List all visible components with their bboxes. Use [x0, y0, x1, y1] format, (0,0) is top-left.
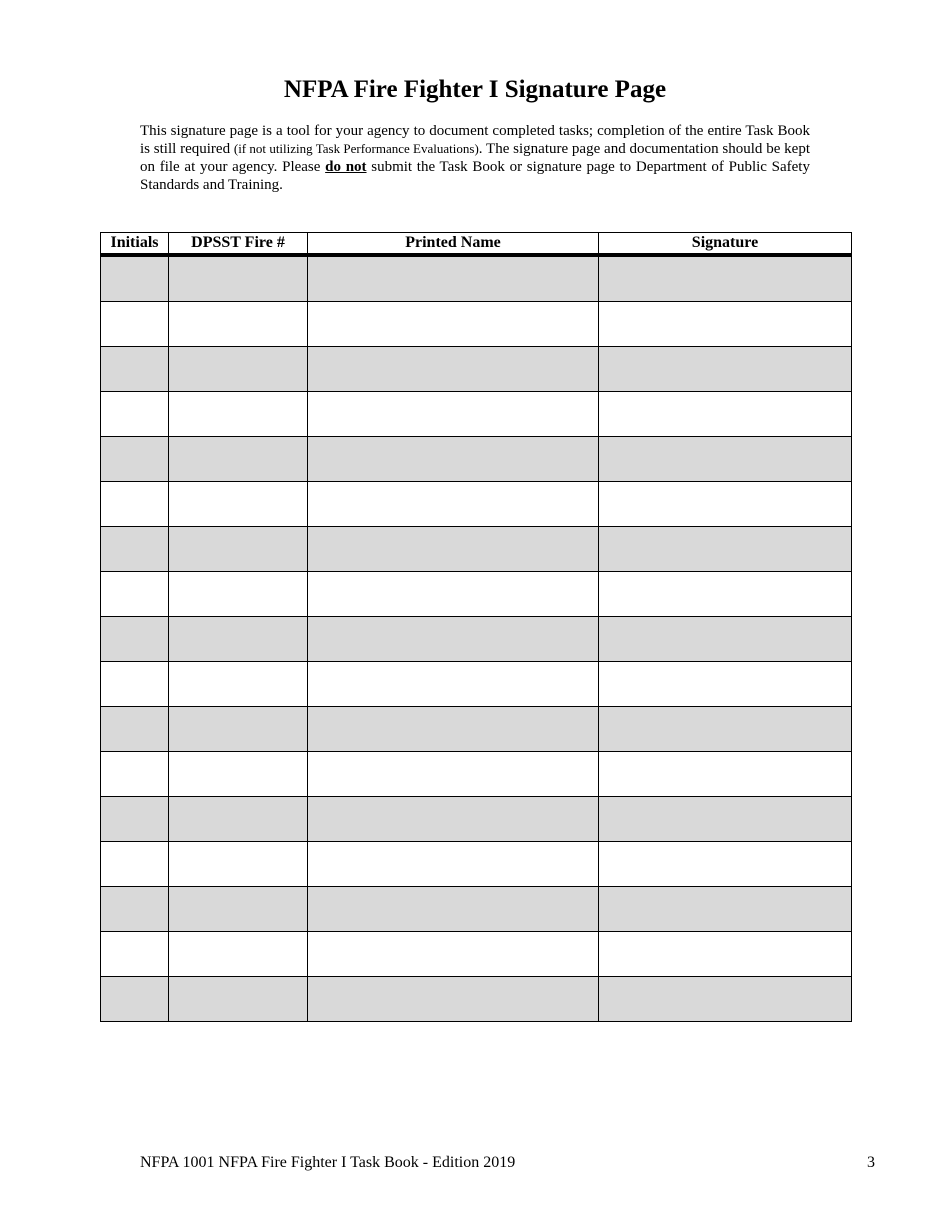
initials-cell[interactable] — [101, 797, 169, 842]
table-row — [101, 392, 852, 437]
signature-cell[interactable] — [599, 347, 852, 392]
signature-cell[interactable] — [599, 797, 852, 842]
signature-table-body — [101, 255, 852, 1022]
initials-cell[interactable] — [101, 347, 169, 392]
printed-name-cell[interactable] — [308, 887, 599, 932]
signature-cell[interactable] — [599, 572, 852, 617]
table-row — [101, 842, 852, 887]
table-row — [101, 527, 852, 572]
signature-cell[interactable] — [599, 977, 852, 1022]
dpsst-fire-number-cell[interactable] — [169, 797, 308, 842]
signature-cell[interactable] — [599, 662, 852, 707]
dpsst-fire-number-cell[interactable] — [169, 707, 308, 752]
printed-name-cell[interactable] — [308, 437, 599, 482]
signature-cell[interactable] — [599, 752, 852, 797]
page-title: NFPA Fire Fighter I Signature Page — [283, 76, 667, 103]
header-dpsst-fire-number: DPSST Fire # — [169, 233, 308, 256]
printed-name-cell[interactable] — [308, 842, 599, 887]
initials-cell[interactable] — [101, 255, 169, 302]
initials-cell[interactable] — [101, 752, 169, 797]
dpsst-fire-number-cell[interactable] — [169, 392, 308, 437]
signature-cell[interactable] — [599, 392, 852, 437]
signature-cell[interactable] — [599, 842, 852, 887]
initials-cell[interactable] — [101, 617, 169, 662]
signature-cell[interactable] — [599, 932, 852, 977]
dpsst-fire-number-cell[interactable] — [169, 842, 308, 887]
table-row — [101, 617, 852, 662]
dpsst-fire-number-cell[interactable] — [169, 572, 308, 617]
printed-name-cell[interactable] — [308, 255, 599, 302]
intro-paragraph — [140, 122, 810, 194]
initials-cell[interactable] — [101, 437, 169, 482]
printed-name-cell[interactable] — [308, 752, 599, 797]
initials-cell[interactable] — [101, 662, 169, 707]
intro-text-5: submit the Task Book or signature page to Department of Public Safety Standards and Training. — [140, 159, 810, 193]
table-row — [101, 255, 852, 302]
table-row — [101, 977, 852, 1022]
printed-name-cell[interactable] — [308, 617, 599, 662]
intro-text-emphasis: do not — [325, 159, 367, 175]
table-row — [101, 572, 852, 617]
signature-cell[interactable] — [599, 482, 852, 527]
page-number: 3 — [867, 1154, 875, 1171]
dpsst-fire-number-cell[interactable] — [169, 617, 308, 662]
dpsst-fire-number-cell[interactable] — [169, 437, 308, 482]
dpsst-fire-number-cell[interactable] — [169, 977, 308, 1022]
table-row — [101, 887, 852, 932]
dpsst-fire-number-cell[interactable] — [169, 887, 308, 932]
printed-name-cell[interactable] — [308, 707, 599, 752]
initials-cell[interactable] — [101, 932, 169, 977]
dpsst-fire-number-cell[interactable] — [169, 932, 308, 977]
printed-name-cell[interactable] — [308, 572, 599, 617]
table-row — [101, 302, 852, 347]
signature-cell[interactable] — [599, 437, 852, 482]
initials-cell[interactable] — [101, 977, 169, 1022]
footer-text: NFPA 1001 NFPA Fire Fighter I Task Book - Edition 2019 — [140, 1154, 516, 1171]
header-signature: Signature — [599, 233, 852, 256]
printed-name-cell[interactable] — [308, 302, 599, 347]
signature-cell[interactable] — [599, 527, 852, 572]
intro-text-1: This signature page is a tool for your agency to document completed tasks; completion of the entire Task Book is still required — [140, 123, 810, 157]
signature-table — [100, 232, 852, 1022]
printed-name-cell[interactable] — [308, 662, 599, 707]
printed-name-cell[interactable] — [308, 797, 599, 842]
initials-cell[interactable] — [101, 527, 169, 572]
printed-name-cell[interactable] — [308, 482, 599, 527]
signature-cell[interactable] — [599, 707, 852, 752]
printed-name-cell[interactable] — [308, 392, 599, 437]
initials-cell[interactable] — [101, 482, 169, 527]
header-printed-name: Printed Name — [308, 233, 599, 256]
table-row — [101, 437, 852, 482]
dpsst-fire-number-cell[interactable] — [169, 482, 308, 527]
dpsst-fire-number-cell[interactable] — [169, 255, 308, 302]
dpsst-fire-number-cell[interactable] — [169, 662, 308, 707]
signature-cell[interactable] — [599, 255, 852, 302]
dpsst-fire-number-cell[interactable] — [169, 347, 308, 392]
printed-name-cell[interactable] — [308, 527, 599, 572]
signature-cell[interactable] — [599, 617, 852, 662]
table-row — [101, 347, 852, 392]
signature-cell[interactable] — [599, 302, 852, 347]
table-row — [101, 662, 852, 707]
printed-name-cell[interactable] — [308, 932, 599, 977]
initials-cell[interactable] — [101, 842, 169, 887]
signature-cell[interactable] — [599, 887, 852, 932]
dpsst-fire-number-cell[interactable] — [169, 527, 308, 572]
table-row — [101, 752, 852, 797]
initials-cell[interactable] — [101, 302, 169, 347]
printed-name-cell[interactable] — [308, 347, 599, 392]
initials-cell[interactable] — [101, 887, 169, 932]
intro-text-3: . The signature page and documentation should be kept on file at your agency. Please — [140, 141, 810, 175]
dpsst-fire-number-cell[interactable] — [169, 302, 308, 347]
initials-cell[interactable] — [101, 707, 169, 752]
dpsst-fire-number-cell[interactable] — [169, 752, 308, 797]
table-row — [101, 707, 852, 752]
intro-text-parenthetical: (if not utilizing Task Performance Evaluations) — [233, 141, 479, 156]
table-row — [101, 482, 852, 527]
table-row — [101, 797, 852, 842]
header-initials: Initials — [101, 233, 169, 256]
printed-name-cell[interactable] — [308, 977, 599, 1022]
table-header-row — [101, 233, 852, 256]
initials-cell[interactable] — [101, 392, 169, 437]
initials-cell[interactable] — [101, 572, 169, 617]
table-row — [101, 932, 852, 977]
